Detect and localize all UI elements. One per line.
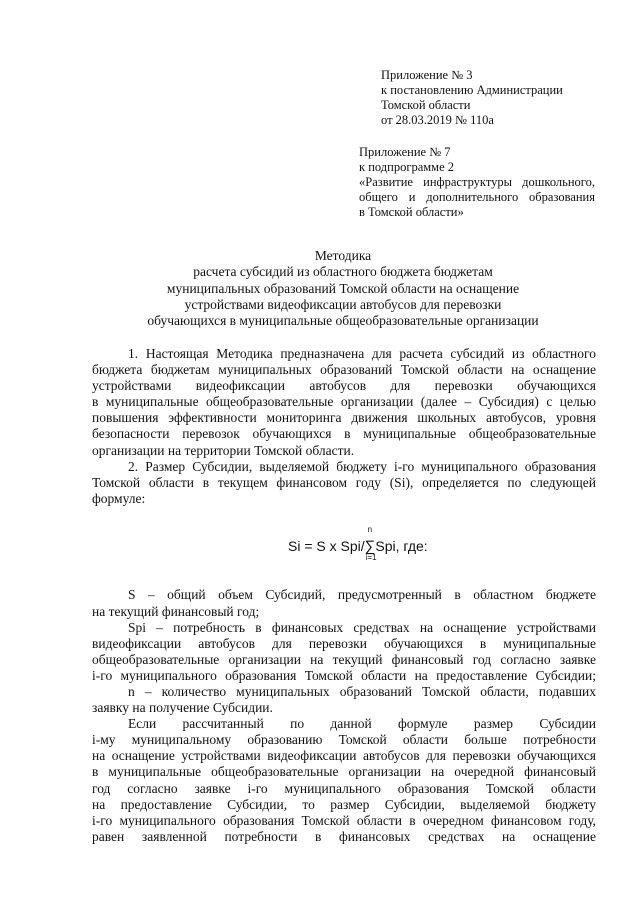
body-line: Томской области в текущем финансовом году (Si), определяется по следующей [92, 474, 596, 490]
body-line: год согласно заявке i-го муниципального образования Томской области [92, 780, 596, 796]
document-title [70, 248, 616, 329]
appendix-line: к подпрограмме 2 [359, 160, 454, 174]
title-line: расчета субсидий из областного бюджета бюджетам [193, 264, 493, 280]
title-line: обучающихся в муниципальные общеобразовательные организации [147, 313, 539, 329]
appendix-7-header [359, 145, 595, 220]
body-line: i-го муниципального образования Томской области в очередном финансовом году, [92, 812, 596, 828]
appendix-line: общего и дополнительного образования [359, 190, 595, 204]
sum-upper-limit: n [367, 525, 373, 534]
body-line: формуле: [92, 490, 146, 506]
sum-lower-limit: i=1 [365, 553, 377, 562]
title-line: устройствами видеофиксации автобусов для перевозки [184, 296, 502, 312]
body-line: равен заявленной потребности в финансовых средствах на оснащение [92, 828, 596, 844]
formula-lhs: Si = S x Spi/ [288, 538, 365, 554]
body-line: i-му муниципальному образованию Томской области больше потребности [92, 732, 596, 748]
body-line: устройствами видеофиксации автобусов для перевозки обучающихся [92, 378, 596, 394]
formula-rhs: Spi, где: [375, 538, 428, 554]
body-line: общеобразовательные организации на текущий финансовый год согласно заявке [92, 651, 596, 667]
sum-operator [364, 525, 377, 562]
appendix-line: Приложение № 3 [381, 68, 473, 82]
title-line: Методика [314, 248, 372, 263]
body-line: 1. Настоящая Методика предназначена для расчета субсидий из областного [128, 346, 596, 361]
body-line: заявку на получение Субсидии. [92, 700, 273, 716]
body-line: повышения эффективности мониторинга движения школьных автобусов, уровня [92, 410, 596, 426]
body-line: организации на территории Томской области. [92, 442, 355, 458]
body-line: в муниципальные общеобразовательные организации (далее – Субсидия) с целью [92, 394, 596, 410]
sum-symbol: ∑ [364, 538, 376, 555]
appendix-line: Приложение № 7 [359, 145, 451, 159]
body-line: на текущий финансовый год; [92, 603, 260, 619]
appendix-line: «Развитие инфраструктуры дошкольного, [359, 175, 595, 189]
document-body [92, 346, 596, 845]
body-line: S – общий объем Субсидий, предусмотренный в областном бюджете [128, 587, 596, 603]
appendix-3-header [381, 68, 563, 128]
body-line: на предоставление Субсидии, то размер Субсидии, выделяемой бюджету [92, 796, 596, 812]
body-line: на оснащение устройствами видеофиксации автобусов для перевозки обучающихся [92, 748, 596, 764]
body-line: в муниципальные общеобразовательные организации на очередной финансовый [92, 764, 596, 780]
body-line: i-го муниципального образования Томской области на предоставление Субсидии; [92, 667, 596, 683]
appendix-line: от 28.03.2019 № 110а [381, 113, 494, 127]
body-line: видеофиксации автобусов для перевозки обучающихся в муниципальные [92, 635, 596, 651]
body-line: 2. Размер Субсидии, выделяемой бюджету i-го муниципального образования [128, 458, 596, 474]
body-line: Если рассчитанный по данной формуле размер Субсидии [128, 716, 596, 732]
formula-expression [288, 525, 428, 562]
title-line: муниципальных образований Томской области на оснащение [166, 280, 520, 296]
body-line: Spi – потребность в финансовых средствах на оснащение устройствами [128, 619, 596, 635]
body-line: n – количество муниципальных образований Томской области, подавших [128, 683, 596, 699]
body-line: бюджета бюджетам муниципальных образований Томской области на оснащение [92, 362, 596, 378]
appendix-line: Томской области [381, 98, 471, 112]
body-line: безопасности перевозок обучающихся в муниципальные общеобразовательные [92, 426, 596, 442]
appendix-line: к постановлению Администрации [381, 83, 563, 97]
appendix-line: в Томской области» [359, 205, 464, 219]
